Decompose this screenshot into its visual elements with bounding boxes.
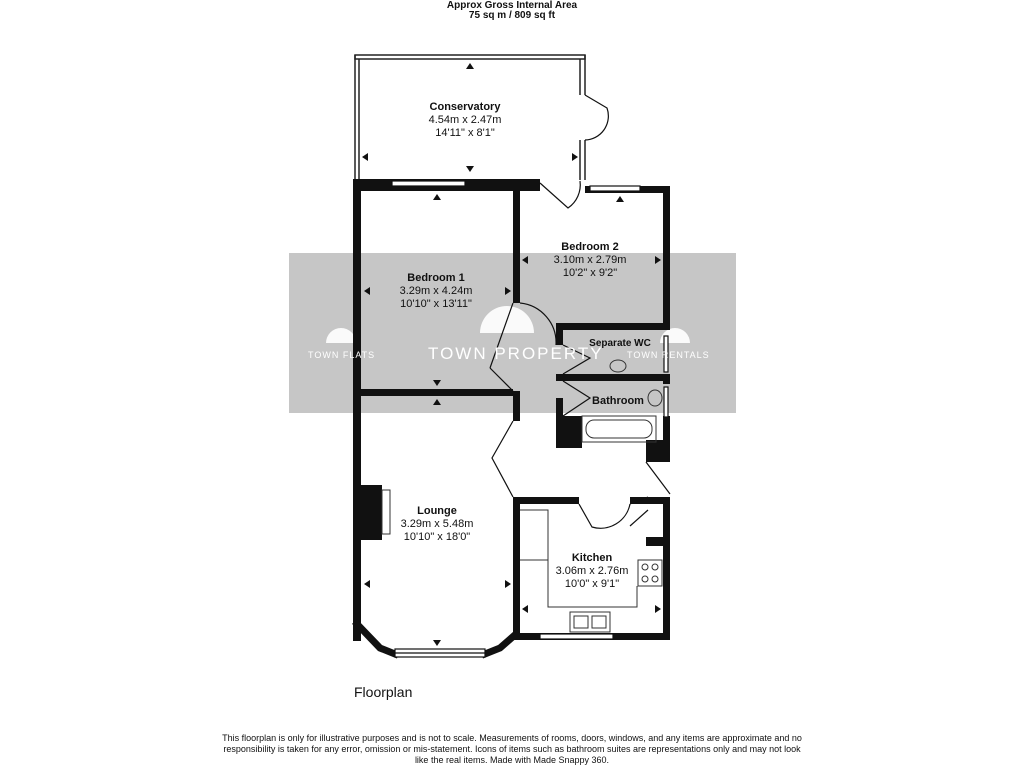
room-name: Lounge bbox=[417, 505, 457, 517]
room-imperial: 10'10" x 13'11" bbox=[400, 298, 472, 310]
room-metric: 4.54m x 2.47m bbox=[428, 114, 502, 126]
room-lounge bbox=[361, 505, 513, 544]
floorplan-caption: Floorplan bbox=[354, 684, 413, 700]
room-name: Separate WC bbox=[589, 338, 651, 349]
sink-icon bbox=[570, 612, 610, 632]
room-bathroom bbox=[580, 395, 656, 408]
room-metric: 3.06m x 2.76m bbox=[555, 565, 629, 577]
room-metric: 3.10m x 2.79m bbox=[553, 254, 627, 266]
room-conservatory bbox=[390, 101, 540, 140]
room-name: Bathroom bbox=[592, 395, 644, 407]
room-name: Bedroom 1 bbox=[407, 272, 465, 284]
room-name: Bedroom 2 bbox=[561, 241, 619, 253]
room-metric: 3.29m x 5.48m bbox=[400, 518, 474, 530]
room-separate-wc bbox=[575, 337, 665, 350]
room-bedroom-2 bbox=[520, 241, 660, 280]
watermark-left: TOWN FLATS bbox=[308, 350, 376, 360]
watermark-right: TOWN RENTALS bbox=[627, 350, 710, 360]
room-name: Kitchen bbox=[571, 552, 613, 564]
watermark-center: TOWN PROPERTY bbox=[428, 344, 604, 363]
room-name: Conservatory bbox=[429, 101, 501, 113]
room-imperial: 14'11" x 8'1" bbox=[435, 127, 495, 139]
room-imperial: 10'0" x 9'1" bbox=[564, 578, 620, 590]
area-title: Approx Gross Internal Area bbox=[446, 0, 578, 11]
area-value: 75 sq m / 809 sq ft bbox=[468, 10, 556, 21]
room-imperial: 10'2" x 9'2" bbox=[562, 267, 618, 279]
room-metric: 3.29m x 4.24m bbox=[399, 285, 473, 297]
room-bedroom-1 bbox=[361, 272, 511, 311]
disclaimer: This floorplan is only for illustrative purposes and is not to scale. Measurements of rooms, doors, windows, and any items are approximate and no responsibility is taken for any error, omission or mis-statement. Icons of items such as bathroom suites are representations only and may not look like the real items. Made with Made Snappy 360. bbox=[222, 733, 802, 765]
room-kitchen bbox=[542, 552, 642, 591]
room-imperial: 10'10" x 18'0" bbox=[403, 531, 471, 543]
